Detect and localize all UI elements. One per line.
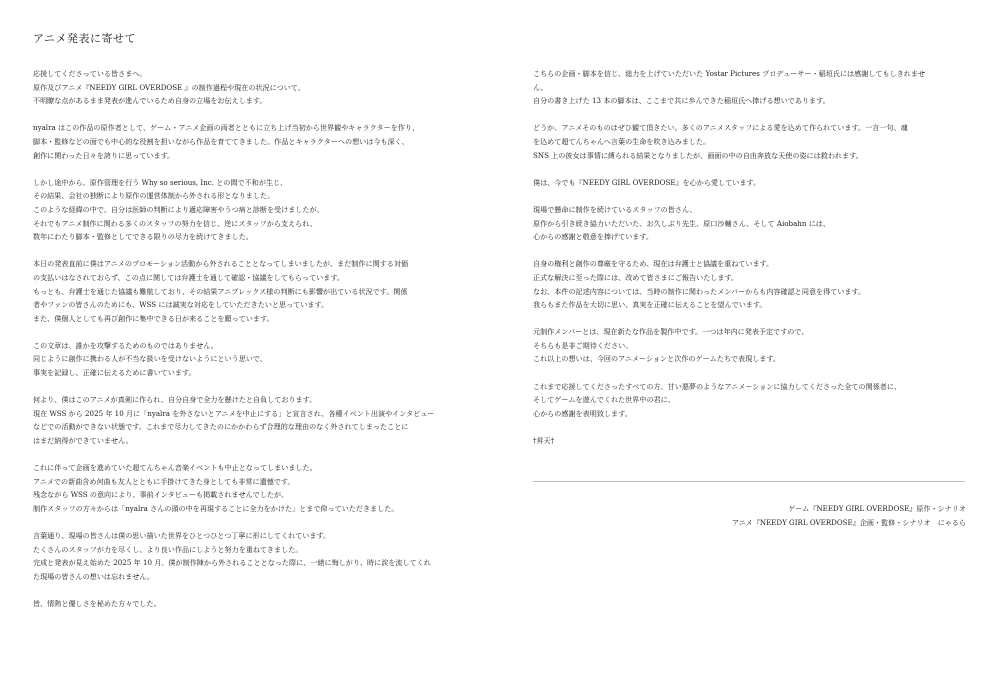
- text-line: などでの活動ができない状態です。これまで尽力してきたのにかかわらず合理的な理由のなく外されてしまったことに: [33, 422, 409, 432]
- paragraph: [533, 434, 973, 448]
- text-line: 残念ながら WSS の意向により、事前インタビューも掲載されませんでしたが、: [33, 490, 289, 500]
- text-line: 原作及びアニメ『NEEDY GIRL OVERDOSE 』の制作過程や現在の状況について、: [33, 82, 305, 92]
- text-line: 現在 WSS から 2025 年 10 月に「nyalra を外さないとアニメを中止にする」と宣言され、各種イベント出演やインタビュー: [33, 408, 435, 418]
- signature-line-anime: アニメ『NEEDY GIRL OVERDOSE』企画・監修・シナリオ にゃるら: [731, 517, 966, 527]
- text-line: †昇天†: [533, 436, 555, 446]
- text-line: こちらの企画・脚本を信じ、総力を上げていただいた Yostar Pictures プロデューサー・稲垣氏には感謝してもしきれませ: [533, 69, 926, 78]
- text-line: 自身の権利と創作の尊厳を守るため、現在は弁護士と協議を重ねています。: [533, 259, 774, 269]
- text-line: 心からの感謝を表明致します。: [533, 408, 632, 418]
- text-line: 応援してくださっている皆さまへ。: [33, 69, 147, 78]
- right-column: [533, 67, 973, 461]
- text-line: を込めて超てんちゃんへ言葉の生命を吹き込みました。: [533, 136, 711, 146]
- text-line: たくさんのスタッフが力を尽くし、より良い作品にしようと努力を重ねてきました。: [33, 544, 303, 554]
- paragraph: [533, 325, 973, 366]
- document-title: アニメ発表に寄せて: [33, 32, 136, 45]
- paragraph: [33, 339, 473, 380]
- text-line: はまだ納得ができていません。: [33, 436, 133, 446]
- signature-block: [546, 502, 966, 529]
- text-line: どうか、アニメそのものはぜひ観て頂きたい。多くのアニメスタッフによる愛を込めて作られています。一言一句、魂: [533, 123, 908, 133]
- text-line: 僕は、今でも『NEEDY GIRL OVERDOSE』を心から愛しています。: [533, 177, 761, 187]
- text-line: 脚本・監修などの面でも中心的な役割を担いながら作品を育ててきました。作品とキャラクターへの想いは今も深く、: [33, 136, 409, 146]
- text-line: なお、本件の記述内容については、当時の制作に関わったメンバーからも内容確認と同意を得ています。: [533, 286, 866, 296]
- text-line: 我らもまた作品を大切に思い、真実を正確に伝えることを望んでいます。: [533, 300, 767, 310]
- text-line: これ以上の想いは、今回のアニメーションと次作のゲームたちで表現します。: [533, 354, 781, 364]
- text-line: 完成と発表が見え始めた 2025 年 10 月、僕が制作陣から外されることとなった際に、一緒に悔しがり、時に涙を流してくれ: [33, 558, 431, 568]
- text-line: それでもアニメ制作に関わる多くのスタッフの努力を信じ、逆にスタッフから支えられ、: [33, 218, 317, 228]
- paragraph: [533, 121, 973, 162]
- text-line: 心からの感謝と敬意を捧げています。: [533, 232, 654, 242]
- text-line: そちらも是非ご期待ください。: [533, 340, 633, 350]
- text-line: 事実を記録し、正確に伝えるために書いています。: [33, 368, 196, 378]
- text-line: 者やファンの皆さんのためにも、WSS には誠実な対応をしていただきたいと思っています。: [33, 300, 329, 310]
- text-line: 本日の発表直前に僕はアニメのプロモーション活動から外されることとなってしまいましたが、まだ制作に関する対価: [33, 259, 409, 269]
- text-line: 不明瞭な点があるまま発表が進んでいるため自身の立場をお伝えします。: [33, 96, 267, 106]
- text-line: SNS 上の彼女は事情に縛られる結果となりましたが、画面の中の自由奔放な天使の姿には救われます。: [533, 150, 863, 160]
- paragraph: [533, 203, 973, 244]
- paragraph: [33, 461, 473, 515]
- text-line: 制作スタッフの方々からは「nyalra さんの頭の中を再現することに全力をかけた」とまで仰っていただきました。: [33, 504, 399, 513]
- paragraph: [33, 67, 473, 108]
- text-line: ん。: [533, 82, 548, 92]
- text-line: これまで応援してくださったすべての方、甘い悪夢のようなアニメーションに協力してくださった全ての関係者に、: [533, 381, 902, 391]
- text-line: の支払いはなされておらず、この点に関しては弁護士を通して確認・協議をしてもらっています。: [33, 272, 344, 282]
- paragraph: [533, 257, 973, 311]
- text-line: しかし途中から、原作管理を行う Why so serious, Inc. との間で不和が生じ、: [33, 177, 288, 187]
- text-line: 皆、情熱と優しさを秘めた方々でした。: [33, 599, 161, 609]
- text-line: 創作に関わった日々を誇りに思っています。: [33, 150, 175, 160]
- text-line: アニメでの新曲含め何曲も友人とともに手掛けてきた身としても非常に遺憾です。: [33, 476, 295, 486]
- text-line: 正式な解決に至った際には、改めて皆さまにご報告いたします。: [533, 272, 739, 282]
- left-column: [33, 67, 473, 624]
- text-line: 現場で懸命に制作を続けているスタッフの皆さん、: [533, 204, 697, 214]
- text-line: 元制作メンバーとは、現在新たな作品を製作中です。一つは年内に発表予定ですので、: [533, 327, 809, 337]
- paragraph: [33, 529, 473, 583]
- text-line: 何より、僕はこのアニメが真剣に作られ、自分自身で全力を懸けたと自負しております。: [33, 395, 317, 405]
- paragraph: [533, 67, 973, 108]
- paragraph: [33, 257, 473, 325]
- text-line: もっとも、弁護士を通じた協議も難航しており、その結果アニプレックス様の判断にも影響が出ている状況です。関係: [33, 286, 408, 296]
- text-line: nyalra はこの作品の原作者として、ゲーム・アニメ企画の両者とともに立ち上げ当初から世界観やキャラクターを作り、: [33, 123, 420, 133]
- text-line: また、僕個人としても再び創作に集中できる日が来ることを願っています。: [33, 313, 274, 323]
- text-line: 言葉通り、現場の皆さんは僕の思い描いた世界をひとつひとつ丁寧に形にしてくれています。: [33, 531, 331, 541]
- text-line: そしてゲームを遊んでくれた世界中の君に、: [533, 395, 675, 405]
- text-line: この文章は、誰かを攻撃するためのものではありません。: [33, 340, 218, 350]
- signature-line-game: ゲーム『NEEDY GIRL OVERDOSE』原作・シナリオ: [788, 504, 966, 513]
- text-line: 原作から引き続き協力いただいた、お久しぶり先生、原口沙輔さん、そして Aiobahn には、: [533, 218, 830, 228]
- text-line: 自分の書き上げた 13 本の脚本は、ここまで共に歩んできた稲垣氏へ捧げる想いであります。: [533, 96, 830, 106]
- text-line: これに伴って企画を進めていた超てんちゃん音楽イベントも中止となってしまいました。: [33, 463, 317, 473]
- signature-divider: [533, 481, 965, 482]
- paragraph: [33, 176, 473, 244]
- paragraph: [33, 597, 473, 611]
- text-line: た現場の皆さんの想いは忘れません。: [33, 571, 155, 581]
- text-line: 同じように創作に携わる人が不当な扱いを受けないようにという思いで、: [33, 354, 267, 364]
- paragraph: [33, 121, 473, 162]
- text-line: その結果、会社の独断により原作の運営体制から外される形となりました。: [33, 191, 275, 201]
- paragraph: [533, 176, 973, 190]
- text-line: このような経緯の中で、自分は医師の判断により適応障害やうつ病と診断を受けましたが、: [33, 204, 324, 214]
- text-line: 数年にわたり脚本・監修としてできる限りの尽力を続けてきました。: [33, 232, 253, 242]
- paragraph: [33, 393, 473, 447]
- paragraph: [533, 380, 973, 421]
